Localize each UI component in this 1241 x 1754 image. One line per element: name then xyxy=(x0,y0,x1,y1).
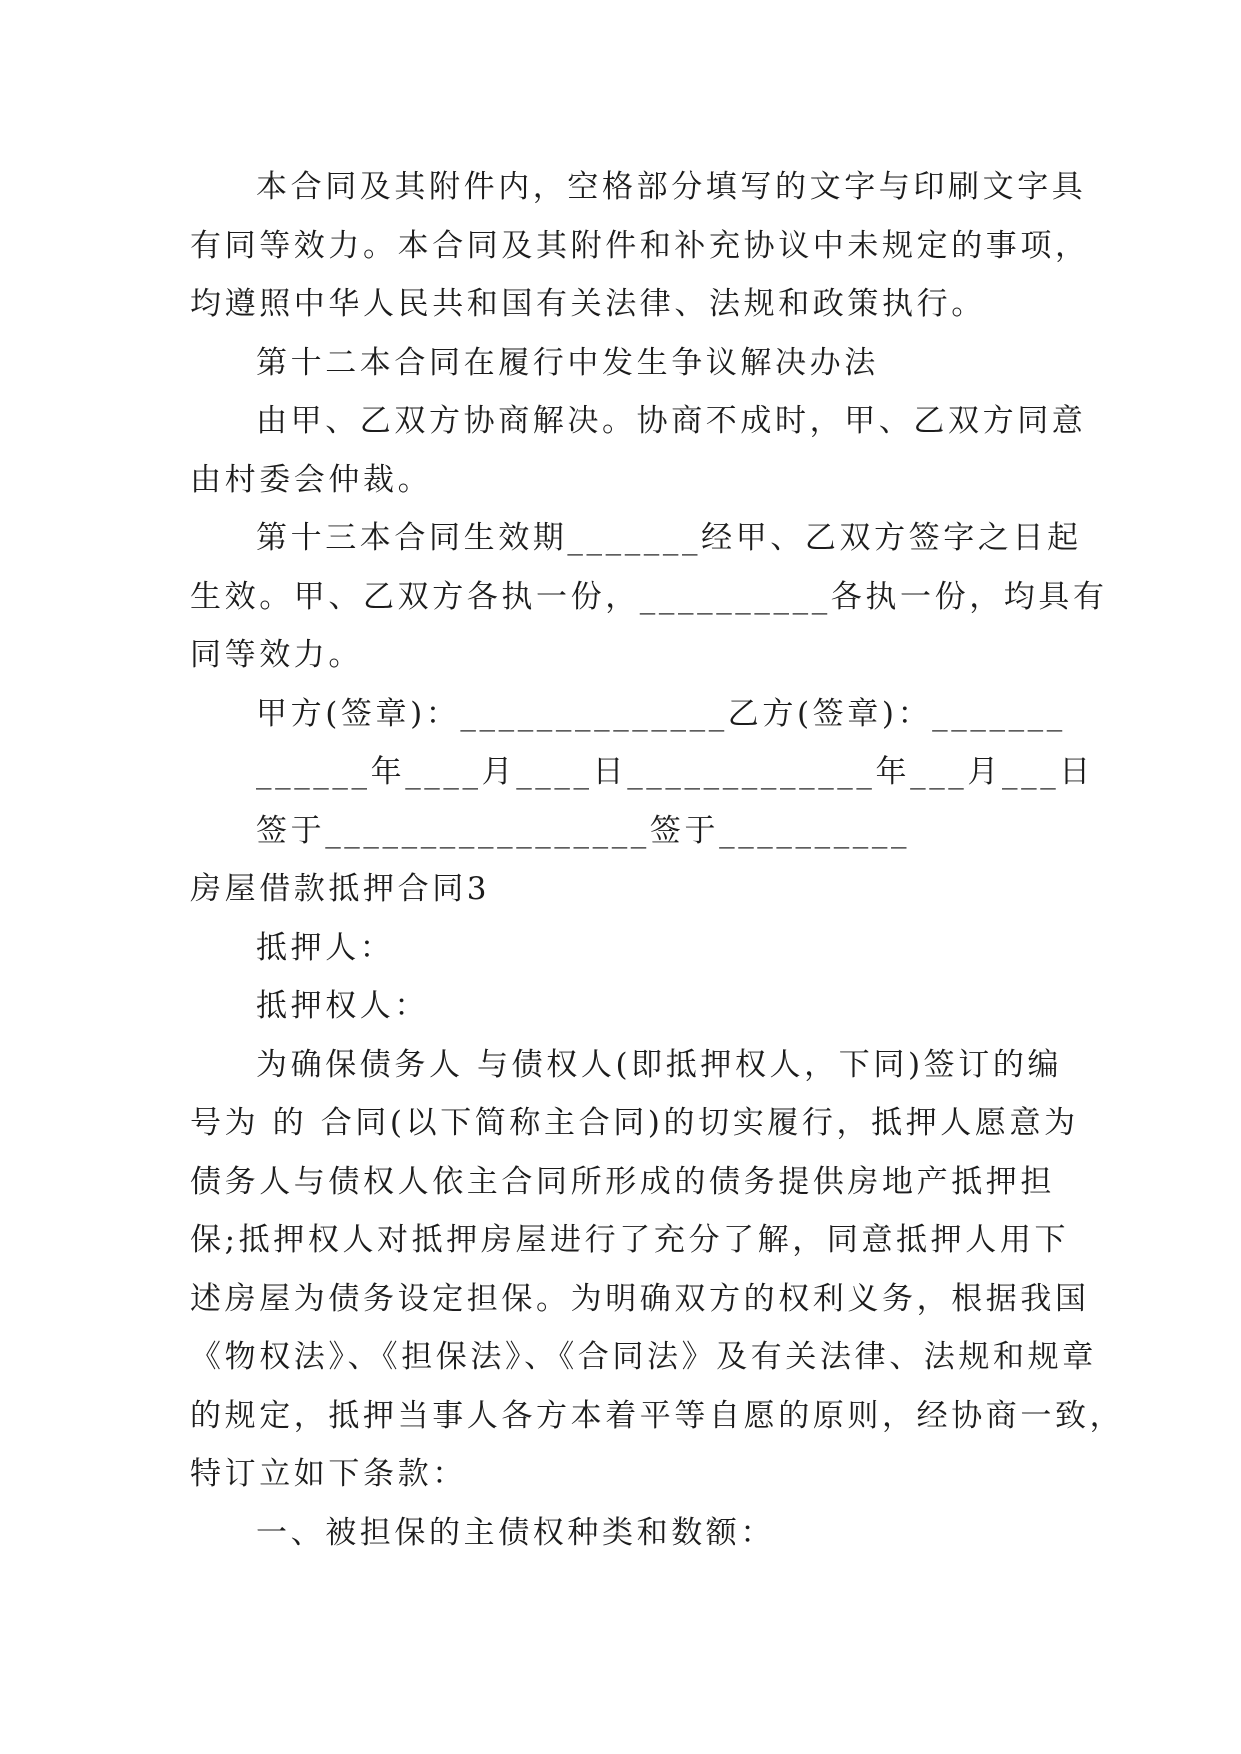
text-line: 同等效力。 xyxy=(190,637,363,673)
text-line: 述房屋为债务设定担保。为明确双方的权利义务，根据我国 xyxy=(190,1280,1090,1317)
clause-1-heading: 一、被担保的主债权种类和数额： xyxy=(256,1514,775,1551)
signed-at-line: 签于_________________签于__________ xyxy=(256,812,911,849)
text-line: 的规定，抵押当事人各方本着平等自愿的原则，经协商一致， xyxy=(190,1397,1125,1434)
signature-line: 甲方(签章)：______________乙方(签章)：_______ xyxy=(256,695,1066,732)
text-line: 债务人与债权人依主合同所形成的债务提供房地产抵押担 xyxy=(190,1163,1055,1200)
text-line: 由甲、乙双方协商解决。协商不成时，甲、乙双方同意 xyxy=(256,403,1087,439)
document-body xyxy=(190,158,1125,1562)
text-line: 为确保债务人 与债权人(即抵押权人，下同)签订的编 xyxy=(256,1046,1063,1083)
section-title: 房屋借款抵押合同3 xyxy=(190,871,491,907)
clause-13-line: 第十三本合同生效期_______经甲、乙双方签字之日起 xyxy=(256,520,1082,556)
text-line: 均遵照中华人民共和国有关法律、法规和政策执行。 xyxy=(190,286,986,322)
text-line: 特订立如下条款： xyxy=(190,1456,467,1492)
text-line: 有同等效力。本合同及其附件和补充协议中未规定的事项， xyxy=(190,227,1090,264)
text-line: 生效。甲、乙双方各执一份，__________各执一份，均具有 xyxy=(190,578,1108,615)
text-line: 号为 的 合同(以下简称主合同)的切实履行，抵押人愿意为 xyxy=(190,1105,1079,1141)
text-line: 保;抵押权人对抵押房屋进行了充分了解，同意抵押人用下 xyxy=(190,1222,1070,1258)
text-line: 本合同及其附件内，空格部分填写的文字与印刷文字具 xyxy=(256,169,1087,205)
clause-12-heading: 第十二本合同在履行中发生争议解决办法 xyxy=(256,344,879,381)
text-line: 由村委会仲裁。 xyxy=(190,461,433,498)
mortgagee-label: 抵押权人： xyxy=(256,988,429,1024)
text-line: 《物权法》、《担保法》、《合同法》及有关法律、法规和规章 xyxy=(190,1339,1097,1375)
mortgagor-label: 抵押人： xyxy=(256,929,395,966)
date-line: ______年____月____日_____________年___月___日 xyxy=(256,754,1094,790)
